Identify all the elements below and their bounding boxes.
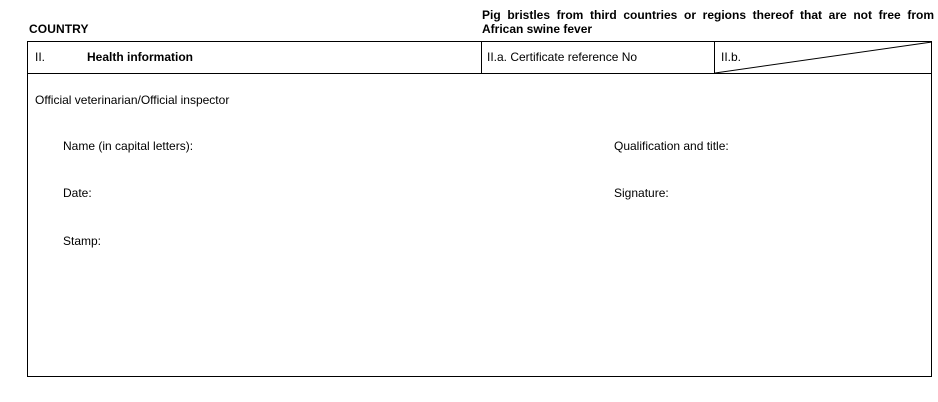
reference-b-label: II.b. [721,50,742,64]
crossed-out-cell-diagonal [715,41,933,74]
country-label: COUNTRY [29,22,89,36]
stamp-field-label: Stamp: [63,234,102,248]
header-column-divider-1 [481,41,482,74]
name-field-label: Name (in capital letters): [63,139,194,153]
certificate-title: Pig bristles from third countries or regions thereof that are not free from African swine fever [482,8,934,36]
date-field-label: Date: [63,186,92,200]
qualification-field-label: Qualification and title: [614,139,729,153]
certificate-frame [27,41,932,377]
certificate-reference-label: II.a. Certificate reference No [487,50,638,64]
official-veterinarian-label: Official veterinarian/Official inspector [35,93,230,107]
section-title: Health information [87,50,194,64]
section-number: II. [35,50,46,64]
signature-field-label: Signature: [614,186,669,200]
